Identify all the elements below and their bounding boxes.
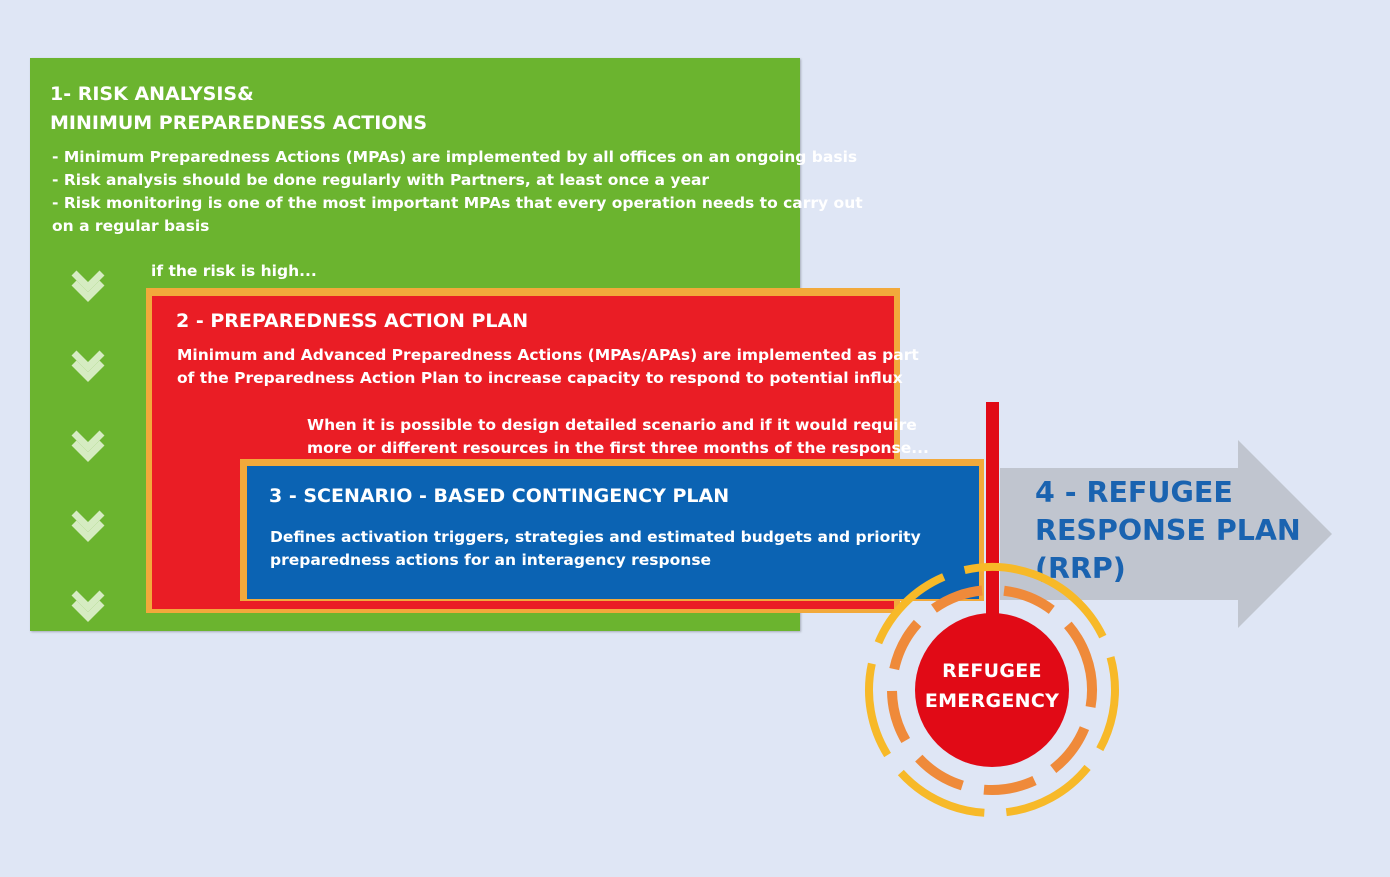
emergency-line1: REFUGEE bbox=[942, 660, 1042, 682]
emergency-line2: EMERGENCY bbox=[924, 690, 1060, 712]
step2-description-line2: of the Preparedness Action Plan to increase capacity to respond to potential influx bbox=[177, 369, 903, 387]
step4-title-line3: (RRP) bbox=[1035, 552, 1126, 585]
step1-title-line2: MINIMUM PREPAREDNESS ACTIONS bbox=[50, 112, 428, 134]
step3-title: 3 - SCENARIO - BASED CONTINGENCY PLAN bbox=[269, 485, 730, 507]
emergency-pole bbox=[986, 402, 999, 617]
step2-title: 2 - PREPAREDNESS ACTION PLAN bbox=[176, 310, 529, 332]
step3-description-line2: preparedness actions for an interagency response bbox=[270, 551, 712, 569]
step2-condition-line1: When it is possible to design detailed scenario and if it would require bbox=[307, 416, 917, 434]
step2-condition-line2: more or different resources in the first three months of the response... bbox=[307, 439, 929, 457]
step1-bullet-mpas: - Minimum Preparedness Actions (MPAs) are implemented by all offices on an ongoing basis bbox=[52, 148, 858, 166]
refugee-emergency-label bbox=[912, 656, 1072, 716]
step1-condition-text: if the risk is high... bbox=[151, 262, 317, 280]
step1-bullet-risk-analysis: - Risk analysis should be done regularly with Partners, at least once a year bbox=[52, 171, 710, 189]
step4-title-line2: RESPONSE PLAN bbox=[1035, 514, 1301, 547]
step1-bullet-risk-monitoring: - Risk monitoring is one of the most important MPAs that every operation needs to carry out bbox=[52, 194, 863, 212]
step2-description-line1: Minimum and Advanced Preparedness Actions (MPAs/APAs) are implemented as part bbox=[177, 346, 919, 364]
step4-title-line1: 4 - REFUGEE bbox=[1035, 476, 1233, 509]
step3-description-line1: Defines activation triggers, strategies and estimated budgets and priority bbox=[270, 528, 921, 546]
step1-bullet-risk-monitoring-cont: on a regular basis bbox=[52, 217, 210, 235]
step1-title-line1: 1- RISK ANALYSIS& bbox=[50, 83, 254, 105]
